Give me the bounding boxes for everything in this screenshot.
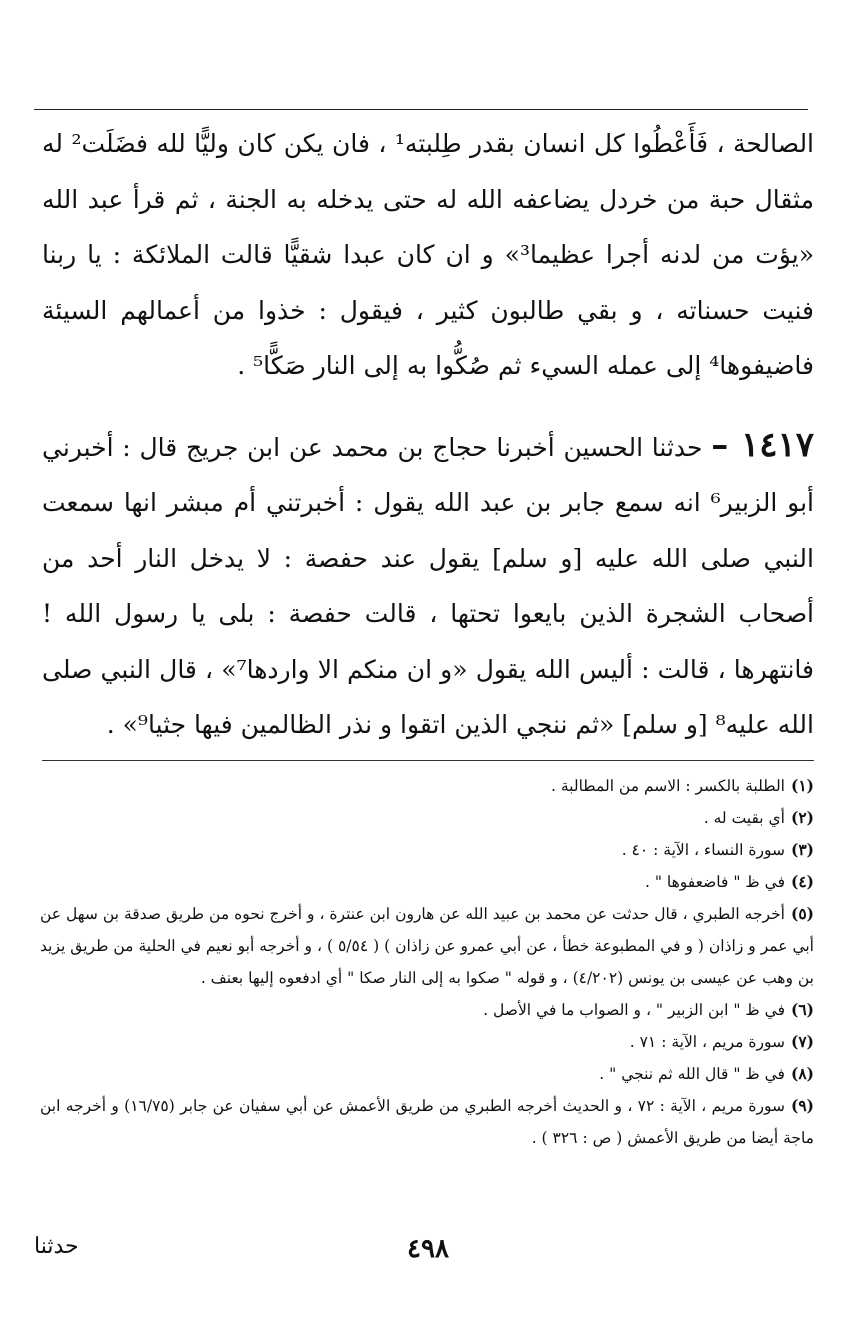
footnote-number: (٧) <box>790 1032 814 1051</box>
footnote-text: في ظ " فاضعفوها " . <box>644 873 785 891</box>
footnote <box>40 834 814 866</box>
footnote <box>40 994 814 1026</box>
footnote-number: (٥) <box>790 904 814 923</box>
top-rule <box>34 109 808 110</box>
footnote-text: في ظ " ابن الزبير " ، و الصواب ما في الأصل . <box>483 1001 785 1019</box>
footnote-text: سورة مريم ، الآية : ٧٢ ، و الحديث أخرجه الطبري من طريق الأعمش عن أبي سفيان عن جابر (١٦/٧٥) و أخرجه ابن ماجة أيضا من طريق الأعمش ( ص : ٣٢٦ ) . <box>40 1097 814 1147</box>
footnote <box>40 1090 814 1154</box>
footnote-number: (٢) <box>790 808 814 827</box>
footnote-text: الطلبة بالكسر : الاسم من المطالبة . <box>551 777 785 795</box>
footnote-number: (٦) <box>790 1000 814 1019</box>
footnote-text: في ظ " قال الله ثم ننجي " . <box>599 1065 785 1083</box>
footnote <box>40 1058 814 1090</box>
page-footer <box>0 1234 856 1274</box>
footnote-number: (١) <box>790 776 814 795</box>
footnote-text: أخرجه الطبري ، قال حدثت عن محمد بن عبيد الله عن هارون ابن عنترة ، و أخرج نحوه من طريق صدقة بن سهل عن أبي عمر و زاذان ( و في المطبوعة خطأ ، عن أبي عمرو عن زاذان ) ( ٥/٥٤ ) ، و أخرجه أبو نعيم في الحلية من طريق يزيد بن وهب عن عيسى بن يونس (٤/٢٠٢) ، و قوله " صكوا به إلى النار صكا " أي ادفعوه إليها بعنف . <box>40 905 814 987</box>
footnote <box>40 898 814 994</box>
footnote <box>40 770 814 802</box>
footnote-text: أي بقيت له . <box>703 809 785 827</box>
catchword: حدثنا <box>34 1234 79 1259</box>
footnote <box>40 802 814 834</box>
footnotes <box>40 770 814 1154</box>
footnote-text: سورة النساء ، الآية : ٤٠ . <box>621 841 785 859</box>
footnote <box>40 866 814 898</box>
footnote-text: سورة مريم ، الآية : ٧١ . <box>629 1033 785 1051</box>
footnote-number: (٨) <box>790 1064 814 1083</box>
hadith-text: حدثنا الحسين أخبرنا حجاج بن محمد عن ابن جريج قال : أخبرني أبو الزبير⁶ انه سمع جابر بن عبد الله يقول : أخبرتني أم مبشر انها سمعت النبي صلى الله عليه [و سلم] يقول عند حفصة : لا يدخل النار أحد من أصحاب الشجرة الذين بايعوا تحتها ، قالت حفصة : بلى يا رسول الله ! فانتهرها ، قالت : أليس الله يقول «و ان منكم الا واردها⁷» ، قال النبي صلى الله عليه⁸ [و سلم] «ثم ننجي الذين اتقوا و نذر الظالمين فيها جثيا⁹» . <box>42 432 814 739</box>
footnotes-rule <box>42 760 814 761</box>
main-text <box>42 116 814 753</box>
footnote-number: (٣) <box>790 840 814 859</box>
footnote <box>40 1026 814 1058</box>
hadith-number: ١٤١٧ – <box>711 424 814 465</box>
paragraph-1: الصالحة ، فَأَعْطُوا كل انسان بقدر طِلبته¹ ، فان يكن كان وليًّا لله فضَلَت² له مثقال حبة من خردل يضاعفه الله له حتى يدخله به الجنة ، ثم قرأ عبد الله «يؤت من لدنه أجرا عظيما³» و ان كان عبدا شقيًّا قالت الملائكة : يا ربنا فنيت حسناته ، و بقي طالبون كثير ، فيقول : خذوا من أعمالهم السيئة فاضيفوها⁴ إلى عمله السيء ثم صُكُّوا به إلى النار صَكًّا⁵ . <box>42 129 815 380</box>
footnote-number: (٤) <box>790 872 814 891</box>
page-number: ٤٩٨ <box>407 1234 449 1264</box>
hadith-1417 <box>42 418 814 753</box>
footnote-number: (٩) <box>790 1096 814 1115</box>
